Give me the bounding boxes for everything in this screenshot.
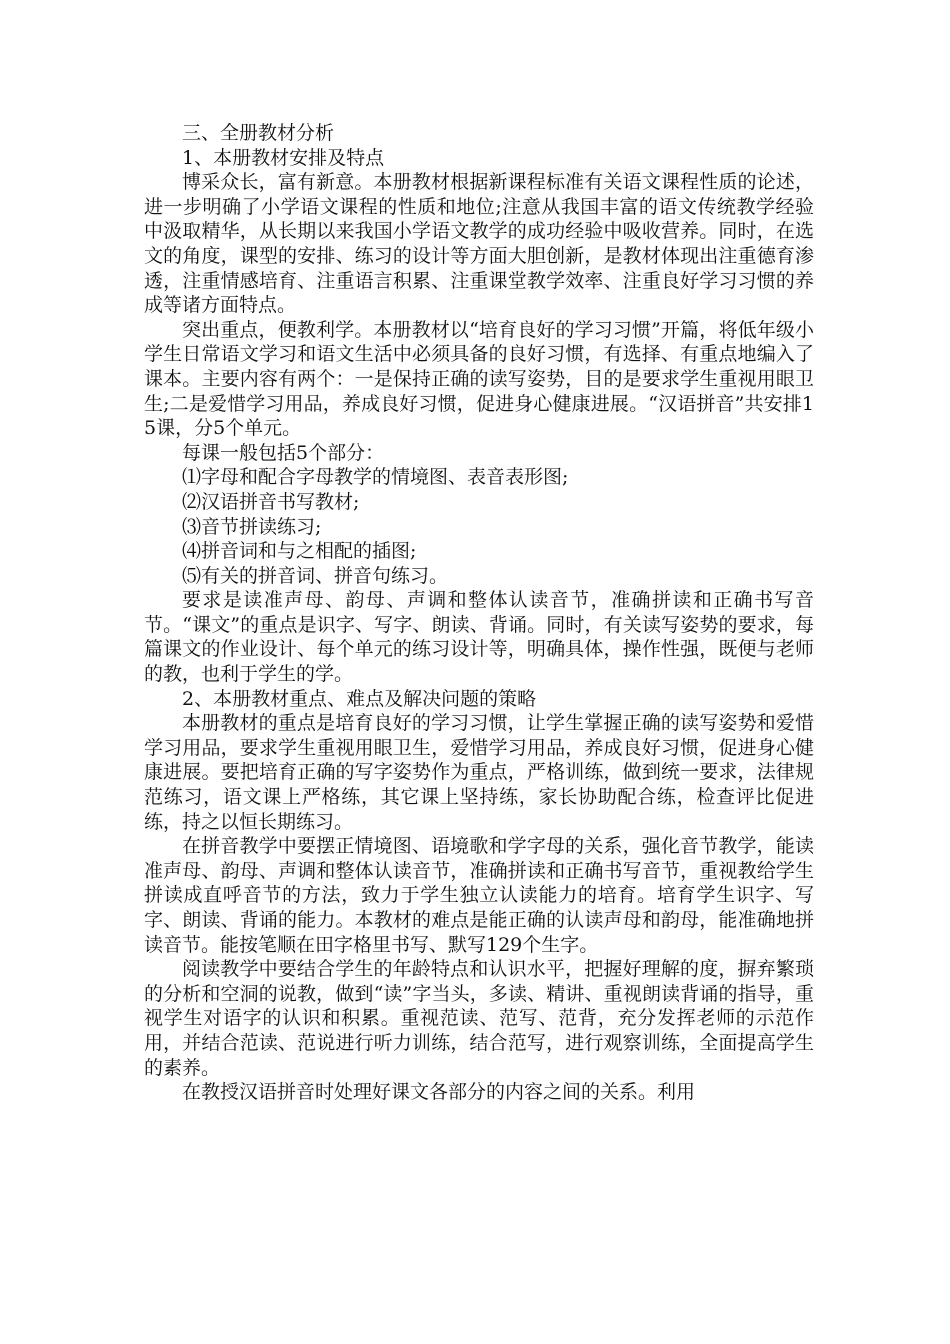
subsection-heading: 1、本册教材安排及特点 (182, 146, 385, 169)
paragraph: 突出重点，便教利学。本册教材以“培育良好的学习习惯”开篇，将低年级小学生日常语文学习和语文生活中必须具备的良好习惯，有选择、有重点地编入了课本。主要内容有两个：一是保持正确的读写姿势，目的是要求学生重视用眼卫生;二是爱惜学习用品，养成良好习惯，促进身心健康进展。“汉语拼音”共安排15课，分5个单元。 (144, 318, 814, 440)
paragraph: 在教授汉语拼音时处理好课文各部分的内容之间的关系。利用 (182, 1081, 696, 1104)
paragraph: 本册教材的重点是培育良好的学习习惯，让学生掌握正确的读写姿势和爱惜学习用品，要求学生重视用眼卫生，爱惜学习用品，养成良好习惯，促进身心健康进展。要把培育正确的写字姿势作为重点，严格训练，做到统一要求，法律规范练习，语文课上严格练，其它课上坚持练，家长协助配合练，检查评比促进练，持之以恒长期练习。 (144, 712, 814, 833)
paragraph: 博采众长，富有新意。本册教材根据新课程标准有关语文课程性质的论述，进一步明确了小学语文课程的性质和地位;注意从我国丰富的语文传统教学经验中汲取精华，从长期以来我国小学语文教学的成功经验中吸收营养。同时，在选文的角度，课型的安排、练习的设计等方面大胆创新，是教材体现出注重德育渗透，注重情感培育、注重语言积累、注重课堂教学效率、注重良好学习习惯的养成等诸方面特点。 (144, 171, 814, 317)
list-item: ⑴字母和配合字母教学的情境图、表音表形图; (182, 466, 569, 489)
paragraph: 每课一般包括5个部分： (182, 441, 385, 464)
list-item: ⑶音节拼读练习; (182, 515, 322, 538)
paragraph: 在拼音教学中要摆正情境图、语境歌和学字母的关系，强化音节教学，能读准声母、韵母、声调和整体认读音节，准确拼读和正确书写音节，重视教给学生拼读成直呼音节的方法，致力于学生独立认读能力的培育。培育学生识字、写字、朗读、背诵的能力。本教材的难点是能正确的认读声母和韵母，能准确地拼读音节。能按笔顺在田字格里书写、默写129个生字。 (144, 835, 814, 956)
paragraph: 要求是读准声母、韵母、声调和整体认读音节，准确拼读和正确书写音节。“课文”的重点是识字、写字、朗读、背诵。同时，有关读写姿势的要求，每篇课文的作业设计、每个单元的练习设计等，明确具体，操作性强，既便与老师的教，也利于学生的学。 (144, 589, 814, 686)
list-item: ⑷拼音词和与之相配的插图; (182, 540, 417, 563)
list-item: ⑵汉语拼音书写教材; (182, 490, 360, 513)
paragraph: 阅读教学中要结合学生的年龄特点和认识水平，把握好理解的度，摒弃繁琐的分析和空洞的说教，做到“读”字当头，多读、精讲、重视朗读背诵的指导，重视学生对语字的认识和积累。重视范读、范写、范背，充分发挥老师的示范作用，并结合范读、范说进行听力训练，结合范写，进行观察训练，全面提高学生的素养。 (144, 958, 814, 1079)
document-body (144, 121, 814, 1105)
section-heading: 三、全册教材分析 (182, 122, 335, 144)
list-item: ⑸有关的拼音词、拼音句练习。 (182, 564, 449, 587)
subsection-heading: 2、本册教材重点、难点及解决问题的策略 (182, 687, 537, 710)
